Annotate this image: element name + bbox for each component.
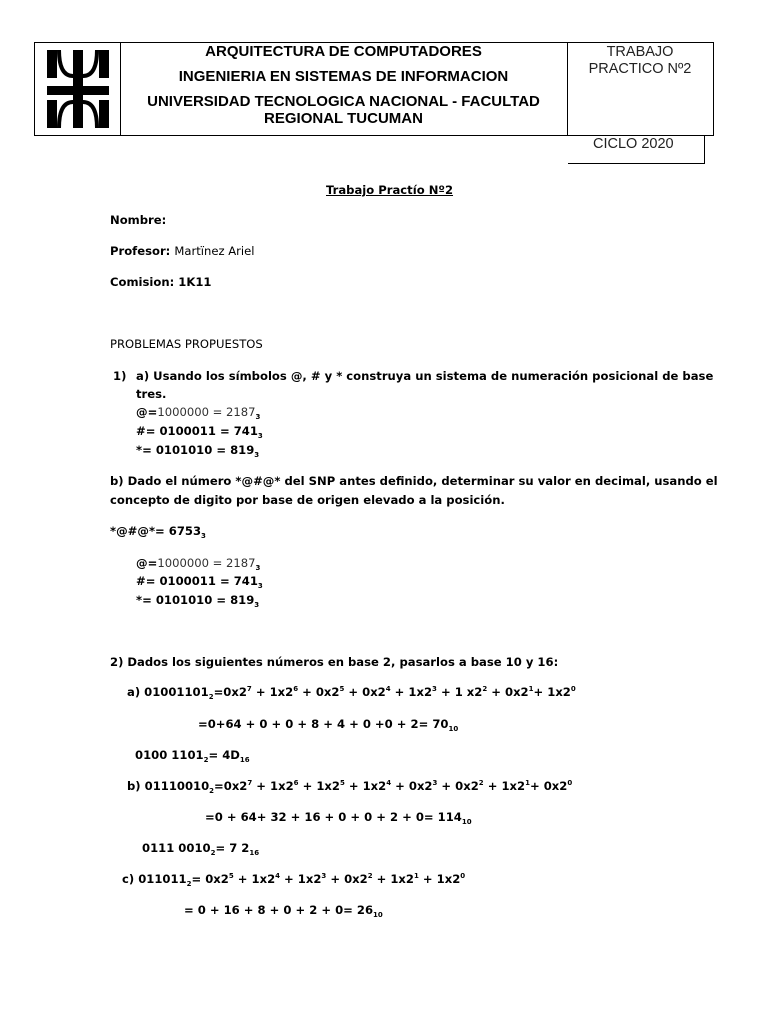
p1-number: 1)	[113, 369, 127, 383]
c-decimal: = $0 + 16 + 8 + 0 + 2 + 0= 26_{10}$	[184, 903, 383, 919]
tp-label-2: PRACTICO Nº2	[588, 61, 692, 77]
p1-line-1: a) Usando los símbolos @, # y * construya un sistema de numeración posicional de base	[136, 369, 714, 383]
tp-cell	[567, 43, 713, 135]
exponent: 7	[246, 685, 252, 693]
b-decimal: $=0 + 64+ 32 + 16 + 0 + 0 + 2 + 0= 114_{10}$	[205, 810, 472, 826]
term: + 1 x2	[436, 685, 483, 699]
term: + 0x2	[529, 779, 568, 793]
term: =0x2	[213, 685, 247, 699]
term: + 1x2	[344, 779, 387, 793]
exponent: 7	[247, 779, 253, 787]
term: + 0x2	[391, 779, 433, 793]
term: + 0x2	[326, 872, 368, 886]
comision-label: Comision: 1K11	[110, 275, 212, 289]
term: + 0x2	[487, 685, 529, 699]
term: + 0x2	[298, 685, 340, 699]
profesor-line	[110, 244, 255, 258]
exponent: 5	[228, 872, 234, 880]
a-expansion: a) $01001101_2=0x2^7 + 1x2^6 + 0x2^5 + 0x2^4 + 1x2^3 + 1$ $x2^2 + 0x2^1+ 1x2^0$	[127, 685, 576, 701]
term: + 1x2	[298, 779, 340, 793]
exponent: 4	[275, 872, 281, 880]
exponent: 2	[478, 779, 484, 787]
university-title-2: REGIONAL TUCUMAN	[264, 110, 423, 127]
exponent: 0	[460, 872, 466, 880]
symbol-star-def: *= $0101010 = 819_3$	[136, 443, 260, 459]
pb-result: *@#@*= $6753_3$	[110, 524, 206, 540]
university-title-1: UNIVERSIDAD TECNOLOGICA NACIONAL - FACULTAD	[147, 93, 540, 110]
utn-logo	[43, 48, 113, 130]
b-expansion: b) $01110010_2=0x2^7 + 1x2^6 + 1x2^5 + 1x2^4 + 0x2^3 + 0x2^2 + 1x2^1+ 0x2^0$	[127, 779, 573, 795]
exponent: 5	[339, 685, 345, 693]
profesor-label: Profesor:	[110, 244, 175, 258]
career-title: INGENIERIA EN SISTEMAS DE INFORMACION	[178, 68, 509, 85]
pb-line-1: b) Dado el número *@#@* del SNP antes definido, determinar su valor en decimal, usando el	[110, 474, 718, 488]
exponent: 4	[386, 779, 392, 787]
exponent: 0	[567, 779, 573, 787]
pb-line-2: concepto de digito por base de origen elevado a la posición.	[110, 493, 505, 507]
exponent: 1	[413, 872, 419, 880]
term: + 1x2	[280, 872, 322, 886]
a-decimal: $=0+64 + 0 + 0 + 8 + 4 + 0 +0 + 2= 70_{10}$	[198, 717, 459, 733]
term: + 1x2	[252, 779, 294, 793]
c-expansion: c) $011011_2= 0x2^5 + 1x2^4 + 1x2^3 + 0x2^2 + 1x2^1 + 1x2^0$	[122, 872, 466, 888]
term: + 0x2	[437, 779, 479, 793]
exponent: 1	[528, 685, 534, 693]
p1-line-2: tres.	[136, 387, 167, 401]
exponent: 4	[385, 685, 391, 693]
term: =0x2	[214, 779, 248, 793]
term: + 1x2	[533, 685, 571, 699]
term: + 1x2	[233, 872, 276, 886]
ciclo-label: CICLO 2020	[593, 136, 674, 152]
exponent: 3	[321, 872, 327, 880]
term: = 0x2	[191, 872, 229, 886]
course-title: ARQUITECTURA DE COMPUTADORES	[205, 43, 482, 60]
doc-heading: Trabajo Practío Nº2	[326, 183, 454, 197]
symbol-star-def-2: *= $0101010 = 819_3$	[136, 593, 260, 609]
term: + 1x2	[390, 685, 433, 699]
term: + 1x2	[483, 779, 526, 793]
problemas-heading: PROBLEMAS PROPUESTOS	[110, 337, 263, 351]
symbol-at-def-2: @=1000000 = $2187_3$	[136, 556, 261, 572]
p2-intro: 2) Dados los siguientes números en base 2, pasarlos a base 10 y 16:	[110, 655, 559, 669]
exponent: 5	[339, 779, 345, 787]
exponent: 3	[432, 685, 437, 693]
b-hex: 0111 $0010_2= 7$ $2_{16}$	[142, 841, 260, 857]
term: + 1x2	[251, 685, 294, 699]
nombre-label: Nombre:	[110, 213, 167, 227]
term: + 1x2	[418, 872, 461, 886]
exponent: 1	[525, 779, 530, 787]
exponent: 2	[482, 685, 488, 693]
exponent: 3	[432, 779, 438, 787]
header-table	[34, 42, 714, 136]
exponent: 6	[293, 685, 299, 693]
tp-label-1: TRABAJO	[606, 44, 674, 60]
term: + 0x2	[344, 685, 386, 699]
a-hex: 0100 $1101_2= 4D_{16}$	[135, 748, 250, 764]
utn-logo-cell	[35, 43, 121, 135]
header-title-cell	[120, 43, 568, 135]
symbol-hash-def-2: #= $0100011 = 741_3$	[136, 574, 263, 590]
exponent: 2	[367, 872, 373, 880]
ciclo-box	[568, 136, 705, 164]
exponent: 6	[293, 779, 299, 787]
profesor-name: Martïnez Ariel	[174, 244, 255, 258]
term: + 1x2	[372, 872, 414, 886]
exponent: 0	[570, 685, 576, 693]
symbol-hash-def: #= $0100011 = 741_3$	[136, 424, 263, 440]
symbol-at-def: @=1000000 = $2187_3$	[136, 405, 261, 421]
